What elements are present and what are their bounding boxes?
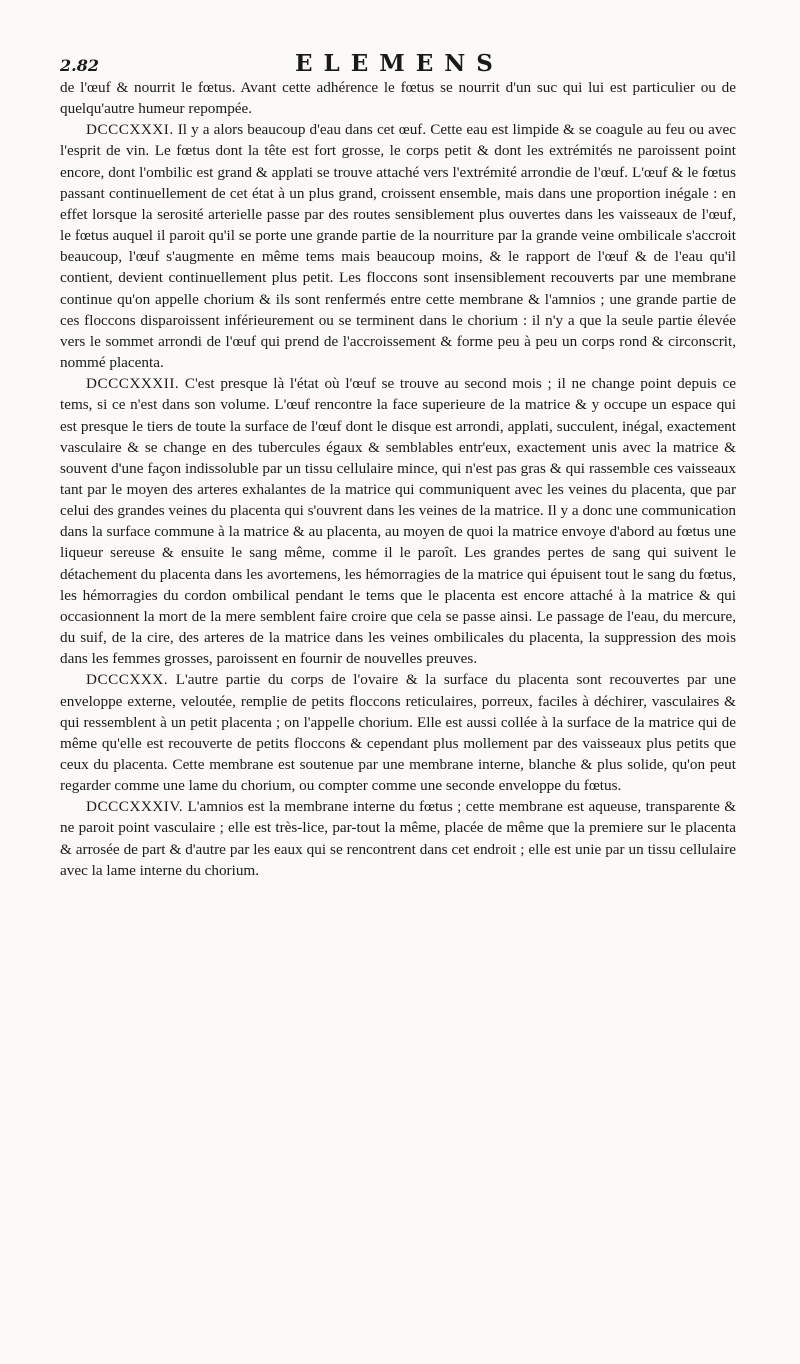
paragraph-number: DCCCXXXI. — [86, 121, 174, 139]
paragraph-text: Il y a alors beaucoup d'eau dans cet œuf. Cette eau est limpide & se coagule au feu ou avec l'esprit de vin. Le fœtus dont la tête est fort grosse, le corps petit & dont les extrémités ne paroissent point encore, dont l'ombilic est grand & applati se trouve attaché vers l'extrémité arrondie de l'œuf. L'œuf & le fœtus passant continuellement de cet état à un plus grand, croissent ensemble, mais dans une proportion inégale : en effet lorsque la serosité arterielle passe par des routes sensiblement plus ouvertes dans les vaisseaux de l'œuf, le fœtus auquel il paroit qu'il se porte une grande partie de la nourriture par la grande veine ombilicale s'accroit beaucoup, l'œuf s'augmente en même tems mais beaucoup moins, & le rapport de l'œuf & de l'eau qu'il contient, devient continuellement plus petit. Les floccons sont insensiblement recouverts par une membrane continue qu'on appelle chorium & ils sont renfermés entre cette membrane & l'amnios ; une grande partie de ces floccons disparoissent inférieurement ou se terminent dans le chorium : il n'y a que la seule partie élevée vers le sommet arrondi de l'œuf qui prend de l'accroissement & forme peu à peu un corps rond & circonscrit, nommé placenta. — [60, 121, 736, 372]
paragraph-number: DCCCXXXII. — [86, 375, 180, 393]
paragraph-number: DCCCXXX. — [86, 671, 169, 689]
paragraph-831 — [60, 119, 736, 373]
page-header — [60, 50, 730, 80]
paragraph-text: de l'œuf & nourrit le fœtus. Avant cette adhérence le fœtus se nourrit d'un suc qui lui est particulier ou de quelqu'autre humeur repompée. — [60, 79, 736, 118]
paragraph-text: L'autre partie du corps de l'ovaire & la surface du placenta sont recouvertes par une enveloppe externe, veloutée, remplie de petits floccons reticulaires, porreux, faciles à déchirer, vasculaires & qui ressemblent à un petit placenta ; on l'appelle chorium. Elle est aussi collée à la surface de la matrice qui de même qu'elle est recouverte de petits floccons & cependant plus mollement par des vaisseaux plus petits que ceux du placenta. Cette membrane est soutenue par une membrane interne, blanche & plus solide, qu'on peut regarder comme une lame du chorium, ou compter comme une seconde enveloppe du fœtus. — [60, 671, 736, 795]
paragraph-text: C'est presque là l'état où l'œuf se trouve au second mois ; il ne change point depuis ce tems, si ce n'est dans son volume. L'œuf rencontre la face superieure de la matrice & y occupe un espace qui est presque le tiers de toute la surface de l'œuf dont le disque est arrondi, applati, succulent, inégal, exactement vasculaire & se change en des tubercules égaux & semblables entr'eux, exactement unis avec la matrice & souvent d'une façon indissoluble par un tissu cellulaire mince, qui n'est pas gras & qui rassemble ces vaisseaux tant par le moyen des arteres exhalantes de la matrice qui communiquent avec les veines du placenta, que par celui des grandes veines du placenta qui s'ouvrent dans les veines de la matrice. Il y a donc une communication dans la surface commune à la matrice & au placenta, au moyen de quoi la matrice envoye d'abord au fœtus une liqueur sereuse & ensuite le sang même, comme il le paroît. Les grandes pertes de sang qui suivent le détachement du placenta dans les avortemens, les hémorragies de la matrice qui épuisent tout le sang du fœtus, les hémorragies du cordon ombilical pendant le tems que le placenta est encore attaché à la matrice & qui occasionnent la mort de la mere semblent faire croire que cela se passe ainsi. Le passage de l'eau, du mercure, du suif, de la cire, des arteres de la matrice dans les veines ombilicales du placenta, la suppression des mois dans les femmes grosses, paroissent en fournir de nouvelles preuves. — [60, 375, 737, 668]
paragraph-830 — [60, 669, 736, 796]
paragraph-832 — [60, 373, 736, 669]
page-number: 2.82 — [60, 56, 99, 75]
body-text — [60, 77, 736, 881]
paragraph-text: L'amnios est la membrane interne du fœtus ; cette membrane est aqueuse, transparente & ne paroit point vasculaire ; elle est très-lice, par-tout la même, placée de même que la premiere sur le placenta & arrosée de part & d'autre par les eaux qui se rencontrent dans cet endroit ; elle est unie par un tissu cellulaire avec la lame interne du chorium. — [60, 798, 737, 879]
paragraph-834 — [60, 796, 736, 881]
paragraph-number: DCCCXXXIV. — [86, 798, 184, 816]
paragraph-continuation — [60, 77, 736, 119]
running-title: ELEMENS — [295, 50, 504, 77]
